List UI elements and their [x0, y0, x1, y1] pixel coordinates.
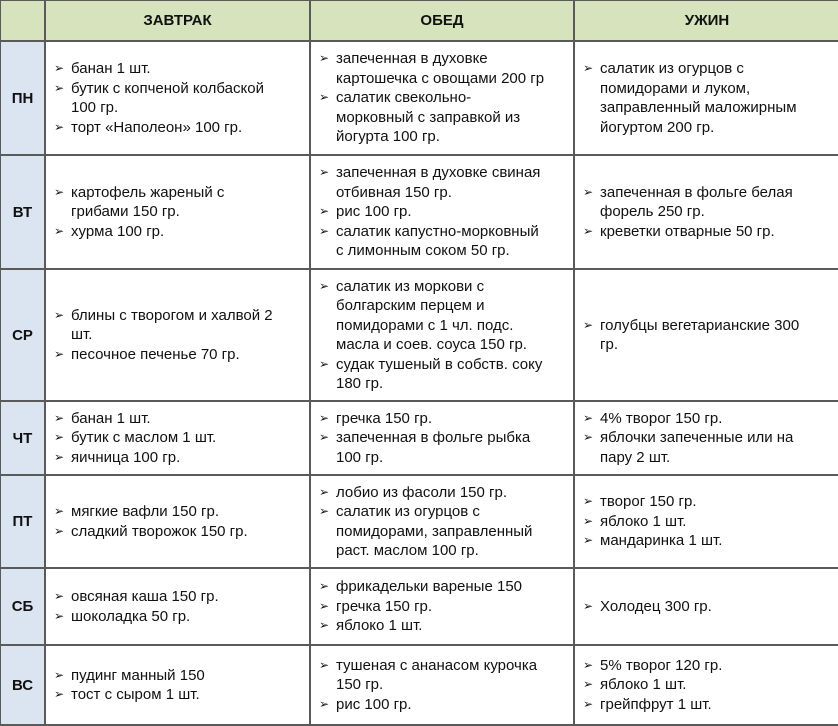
list-item	[319, 483, 567, 503]
arrowhead-bullet-icon: ➢	[319, 51, 330, 66]
arrowhead-bullet-icon: ➢	[54, 430, 65, 445]
lunch-cell	[310, 645, 574, 725]
arrowhead-bullet-icon: ➢	[583, 317, 594, 332]
day-label: ПТ	[0, 475, 45, 568]
list-item	[319, 656, 567, 695]
day-label: ПН	[0, 41, 45, 155]
day-label: ВТ	[0, 155, 45, 269]
meal-list	[583, 183, 833, 242]
arrowhead-bullet-icon: ➢	[583, 61, 594, 75]
list-item	[54, 502, 303, 522]
meal-item-text: яичница 100 гр.	[71, 448, 181, 466]
list-item	[54, 79, 303, 118]
meal-item-text: бутик с маслом 1 шт.	[71, 429, 217, 447]
arrowhead-bullet-icon: ➢	[54, 449, 65, 464]
dinner-cell	[574, 475, 838, 568]
list-item	[54, 587, 303, 607]
lunch-cell	[310, 568, 574, 645]
meal-item-text: запеченная в духовке картошечка с овощами 200 гр	[336, 50, 545, 87]
list-item	[319, 409, 567, 429]
meal-item-text: креветки отварные 50 гр.	[600, 222, 775, 240]
list-item	[319, 428, 567, 467]
list-item	[319, 597, 567, 617]
list-item	[319, 577, 567, 597]
dinner-cell	[574, 645, 838, 725]
arrowhead-bullet-icon: ➢	[319, 579, 330, 594]
arrowhead-bullet-icon: ➢	[54, 80, 65, 95]
arrowhead-bullet-icon: ➢	[54, 61, 65, 75]
meal-item-text: грейпфрут 1 шт.	[600, 695, 712, 713]
meal-item-text: банан 1 шт.	[71, 409, 151, 427]
meal-list	[54, 59, 303, 137]
list-item	[583, 316, 833, 355]
arrowhead-bullet-icon: ➢	[583, 223, 594, 238]
meal-list	[583, 59, 833, 137]
meal-list	[583, 597, 833, 617]
arrowhead-bullet-icon: ➢	[583, 657, 594, 672]
meal-item-text: яблоко 1 шт.	[600, 512, 687, 530]
breakfast-cell	[45, 475, 310, 568]
header-row	[0, 0, 838, 41]
arrowhead-bullet-icon: ➢	[54, 504, 65, 518]
list-item	[54, 607, 303, 627]
list-item	[54, 345, 303, 365]
column-header-corner	[0, 0, 45, 41]
arrowhead-bullet-icon: ➢	[583, 598, 594, 613]
meal-list	[319, 277, 567, 394]
lunch-cell	[310, 41, 574, 155]
dinner-cell	[574, 41, 838, 155]
meal-item-text: яблоко 1 шт.	[600, 676, 687, 694]
arrowhead-bullet-icon: ➢	[54, 667, 65, 682]
arrowhead-bullet-icon: ➢	[54, 346, 65, 361]
lunch-cell	[310, 155, 574, 269]
list-item	[319, 49, 567, 88]
meal-list	[54, 409, 303, 468]
list-item	[54, 183, 303, 222]
breakfast-cell	[45, 645, 310, 725]
arrowhead-bullet-icon: ➢	[583, 696, 594, 711]
meal-list	[319, 409, 567, 468]
arrowhead-bullet-icon: ➢	[319, 657, 330, 672]
list-item	[54, 448, 303, 468]
list-item	[319, 163, 567, 202]
dinner-cell	[574, 155, 838, 269]
breakfast-cell	[45, 568, 310, 645]
list-item	[583, 409, 833, 429]
meal-list	[583, 656, 833, 715]
meal-item-text: рис 100 гр.	[336, 203, 412, 221]
arrowhead-bullet-icon: ➢	[54, 307, 65, 322]
meal-list	[54, 666, 303, 705]
meal-item-text: торт «Наполеон» 100 гр.	[71, 118, 243, 136]
arrowhead-bullet-icon: ➢	[54, 523, 65, 538]
arrowhead-bullet-icon: ➢	[54, 184, 65, 199]
list-item	[583, 222, 833, 242]
meal-list	[54, 502, 303, 541]
arrowhead-bullet-icon: ➢	[319, 204, 330, 219]
arrowhead-bullet-icon: ➢	[583, 410, 594, 425]
meal-item-text: тушеная с ананасом курочка 150 гр.	[336, 656, 538, 694]
day-label: ВС	[0, 645, 45, 725]
arrowhead-bullet-icon: ➢	[319, 223, 330, 238]
arrowhead-bullet-icon: ➢	[583, 494, 594, 509]
meal-list	[54, 306, 303, 365]
table-row	[0, 475, 838, 568]
meal-item-text: песочное печенье 70 гр.	[71, 345, 240, 363]
meal-item-text: картофель жареный с грибами 150 гр.	[71, 183, 225, 221]
arrowhead-bullet-icon: ➢	[319, 484, 330, 499]
arrowhead-bullet-icon: ➢	[583, 184, 594, 199]
meal-item-text: салатик из огурцов с помидорами, заправленный раст. маслом 100 гр.	[336, 503, 533, 559]
meal-list	[319, 656, 567, 715]
list-item	[54, 666, 303, 686]
column-header-lunch: ОБЕД	[310, 0, 574, 41]
list-item	[583, 59, 833, 137]
meal-item-text: гречка 150 гр.	[336, 597, 433, 615]
list-item	[583, 428, 833, 467]
list-item	[319, 695, 567, 715]
day-label: ЧТ	[0, 401, 45, 475]
breakfast-cell	[45, 155, 310, 269]
arrowhead-bullet-icon: ➢	[54, 589, 65, 603]
meal-item-text: овсяная каша 150 гр.	[71, 588, 219, 605]
list-item	[319, 277, 567, 355]
meal-list	[319, 163, 567, 261]
meal-list	[319, 577, 567, 636]
list-item	[583, 597, 833, 617]
list-item	[319, 202, 567, 222]
meal-item-text: запеченная в духовке свиная отбивная 150 гр.	[336, 164, 541, 201]
breakfast-cell	[45, 269, 310, 401]
list-item	[54, 428, 303, 448]
list-item	[54, 59, 303, 79]
meal-item-text: блины с творогом и халвой 2 шт.	[71, 306, 273, 344]
meal-item-text: бутик с копченой колбаской 100 гр.	[71, 79, 264, 116]
list-item	[54, 222, 303, 242]
meal-item-text: сладкий творожок 150 гр.	[71, 522, 248, 540]
column-header-breakfast: ЗАВТРАК	[45, 0, 310, 41]
arrowhead-bullet-icon: ➢	[319, 165, 330, 180]
dinner-cell	[574, 269, 838, 401]
lunch-cell	[310, 475, 574, 568]
arrowhead-bullet-icon: ➢	[319, 598, 330, 613]
list-item	[319, 222, 567, 261]
table-row	[0, 155, 838, 269]
list-item	[54, 306, 303, 345]
arrowhead-bullet-icon: ➢	[54, 223, 65, 238]
meal-item-text: голубцы вегетарианские 300 гр.	[600, 316, 800, 353]
list-item	[54, 685, 303, 705]
list-item	[583, 183, 833, 222]
meal-item-text: мягкие вафли 150 гр.	[71, 503, 219, 520]
meal-item-text: салатик из огурцов с помидорами и луком, заправленный маложирным йогуртом 200 гр.	[600, 60, 797, 136]
meal-item-text: 4% творог 150 гр.	[600, 409, 723, 427]
list-item	[319, 88, 567, 147]
meal-list	[319, 483, 567, 561]
meal-item-text: лобио из фасоли 150 гр.	[336, 483, 508, 501]
breakfast-cell	[45, 41, 310, 155]
list-item	[54, 118, 303, 138]
meal-item-text: гречка 150 гр.	[336, 409, 433, 427]
arrowhead-bullet-icon: ➢	[319, 696, 330, 711]
dinner-cell	[574, 568, 838, 645]
lunch-cell	[310, 401, 574, 475]
arrowhead-bullet-icon: ➢	[583, 430, 594, 445]
meal-item-text: яблочки запеченные или на пару 2 шт.	[600, 429, 794, 466]
meal-list	[583, 409, 833, 468]
list-item	[583, 531, 833, 551]
meal-item-text: 5% творог 120 гр.	[600, 656, 723, 674]
list-item	[583, 656, 833, 676]
list-item	[583, 512, 833, 532]
table-row	[0, 269, 838, 401]
list-item	[54, 522, 303, 542]
list-item	[583, 675, 833, 695]
list-item	[54, 409, 303, 429]
meal-item-text: салатик капустно-морковный с лимонным соком 50 гр.	[336, 222, 539, 260]
meal-item-text: Холодец 300 гр.	[600, 597, 712, 615]
arrowhead-bullet-icon: ➢	[54, 410, 65, 425]
meal-item-text: запеченная в фольге рыбка 100 гр.	[336, 429, 531, 466]
meal-item-text: тост с сыром 1 шт.	[71, 686, 200, 703]
list-item	[583, 492, 833, 512]
breakfast-cell	[45, 401, 310, 475]
arrowhead-bullet-icon: ➢	[583, 533, 594, 548]
meal-item-text: шоколадка 50 гр.	[71, 607, 191, 625]
arrowhead-bullet-icon: ➢	[583, 513, 594, 528]
meal-item-text: салатик из моркови с болгарским перцем и помидорами с 1 чл. подс. масла и соев. соуса 150 гр.	[336, 277, 527, 353]
arrowhead-bullet-icon: ➢	[54, 608, 65, 623]
meal-list	[583, 492, 833, 551]
meal-list	[54, 183, 303, 242]
meal-item-text: судак тушеный в собств. соку 180 гр.	[336, 355, 543, 392]
column-header-dinner: УЖИН	[574, 0, 838, 41]
arrowhead-bullet-icon: ➢	[583, 677, 594, 692]
meal-item-text: салатик свекольно- морковный с заправкой из йогурта 100 гр.	[336, 89, 521, 146]
arrowhead-bullet-icon: ➢	[319, 430, 330, 445]
meal-item-text: хурма 100 гр.	[71, 222, 165, 240]
arrowhead-bullet-icon: ➢	[54, 119, 65, 134]
day-label: СР	[0, 269, 45, 401]
table-row	[0, 568, 838, 645]
meal-list	[319, 49, 567, 147]
table-row	[0, 401, 838, 475]
day-label: СБ	[0, 568, 45, 645]
meal-list	[583, 316, 833, 355]
meal-item-text: творог 150 гр.	[600, 493, 697, 511]
meal-item-text: пудинг манный 150	[71, 666, 205, 684]
arrowhead-bullet-icon: ➢	[319, 90, 330, 105]
arrowhead-bullet-icon: ➢	[319, 278, 330, 293]
lunch-cell	[310, 269, 574, 401]
arrowhead-bullet-icon: ➢	[319, 618, 330, 633]
arrowhead-bullet-icon: ➢	[319, 356, 330, 371]
meal-item-text: рис 100 гр.	[336, 695, 412, 713]
table-row	[0, 41, 838, 155]
list-item	[319, 616, 567, 636]
table-row	[0, 645, 838, 725]
arrowhead-bullet-icon: ➢	[54, 687, 65, 701]
dinner-cell	[574, 401, 838, 475]
arrowhead-bullet-icon: ➢	[319, 504, 330, 518]
meal-item-text: запеченная в фольге белая форель 250 гр.	[600, 183, 793, 221]
meal-item-text: банан 1 шт.	[71, 60, 151, 77]
list-item	[583, 695, 833, 715]
list-item	[319, 355, 567, 394]
arrowhead-bullet-icon: ➢	[319, 410, 330, 425]
meal-item-text: яблоко 1 шт.	[336, 617, 423, 635]
meal-list	[54, 587, 303, 626]
meal-item-text: фрикадельки вареные 150	[336, 578, 522, 596]
list-item	[319, 502, 567, 561]
meal-item-text: мандаринка 1 шт.	[600, 532, 723, 550]
